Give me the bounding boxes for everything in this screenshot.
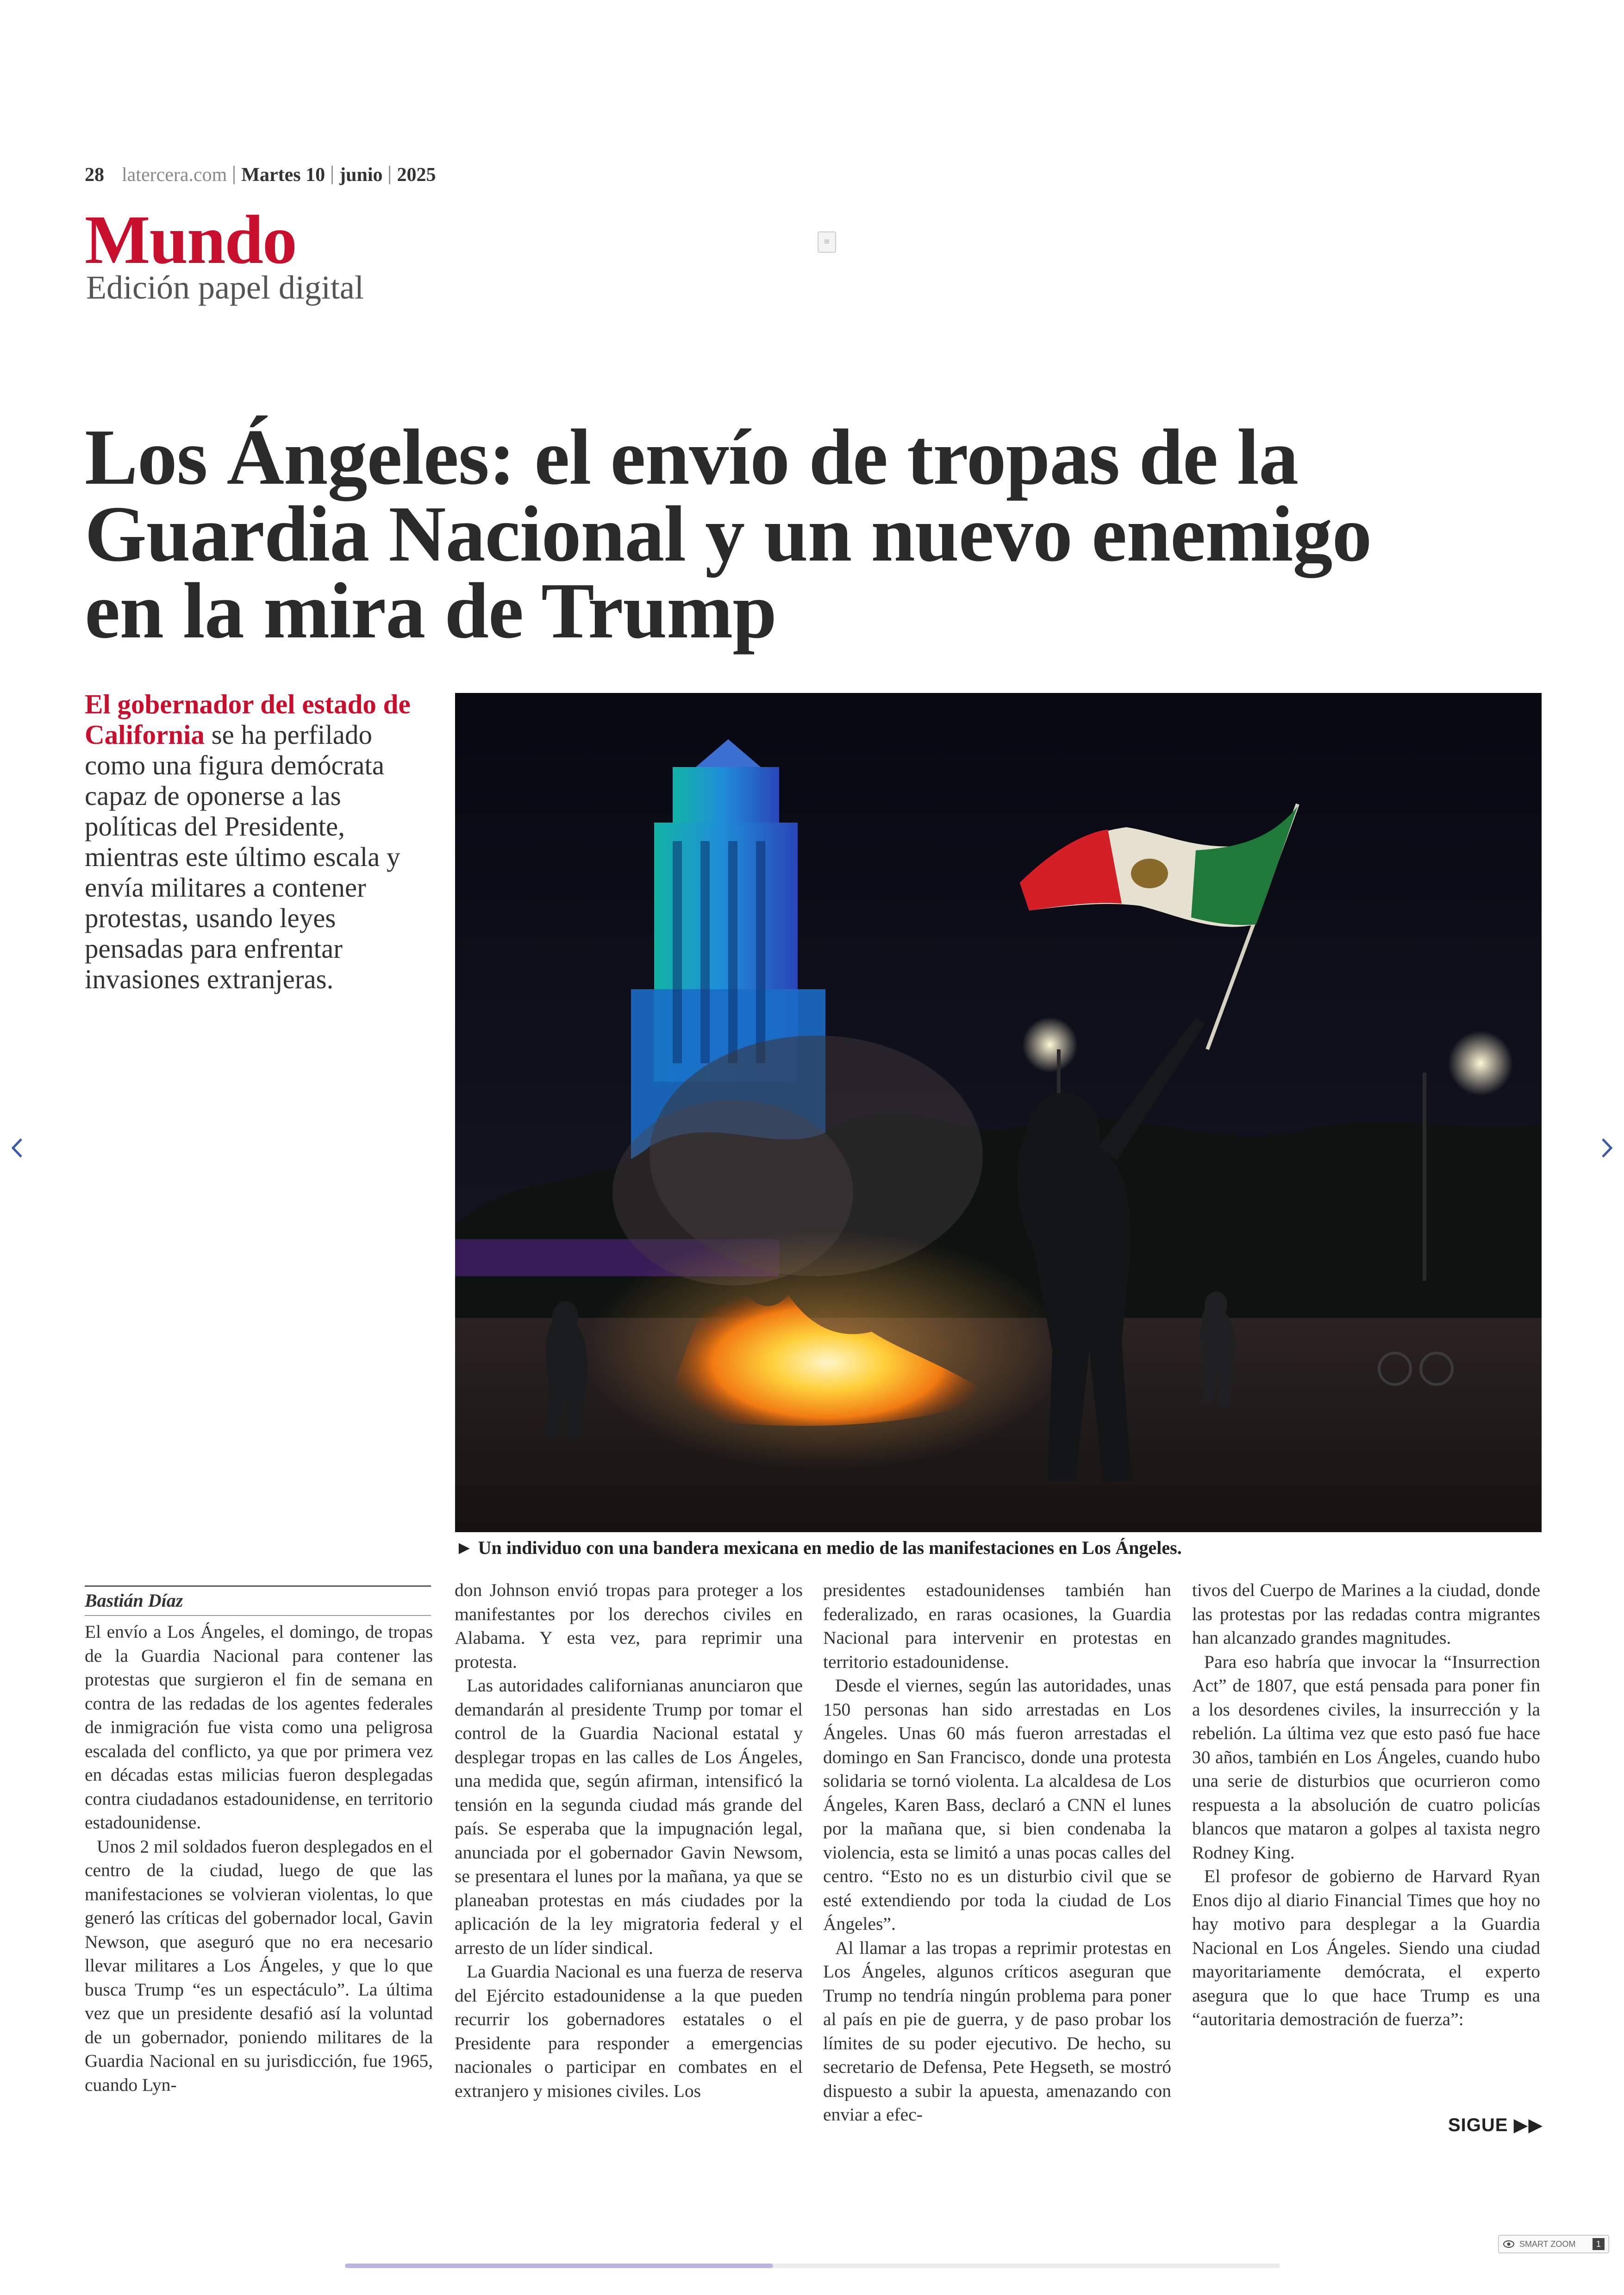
page-scrollbar-thumb[interactable] xyxy=(345,2264,773,2268)
folio-day: Martes 10 xyxy=(241,164,325,186)
photo-illustration xyxy=(455,693,1542,1532)
body-column-1 xyxy=(85,1620,433,2097)
edition-label: Edición papel digital xyxy=(86,269,364,306)
body-column-3 xyxy=(823,1578,1171,2127)
lead-highlight: El gobernador del estado de California xyxy=(85,689,411,750)
chevron-right-icon xyxy=(1600,1136,1614,1160)
byline xyxy=(85,1585,431,1611)
folio-month: junio xyxy=(339,164,383,186)
folio-separator xyxy=(331,166,333,184)
body-paragraph: Unos 2 mil soldados fueron desplegados en el centro de la ciudad, luego de que las manifestaciones se volvieran violentas, lo que generó las críticas del gobernador local, Gavin Newson, que aseguró que no era necesario llevar militares a Los Ángeles, y que lo que busca Trump “es un espectáculo”. La última vez que un presidente desafió así la voluntad de un gobernador, poniendo militares de la Guardia Nacional en su jurisdicción, fue 1965, cuando Lyn- xyxy=(85,1836,433,2095)
chevron-left-icon xyxy=(10,1136,24,1160)
note-marker-icon[interactable]: ≡ xyxy=(818,231,836,253)
lead-text: se ha perfilado como una figura demócrata capaz de oponerse a las políticas del Presidente, mientras este último escala y envía militares a contener protestas, usando leyes pensadas para enfrentar invasiones extranjeras. xyxy=(85,719,400,994)
body-paragraph: El envío a Los Ángeles, el domingo, de tropas de la Guardia Nacional para contener las protestas que surgieron el fin de semana en contra de las redadas de los agentes federales de inmigración fue vista como una peligrosa escalada del conflicto, ya que por primera vez en décadas estas milicias fueron desplegadas contra ciudadanos estadounidense, en territorio estadounidense. xyxy=(85,1621,433,1833)
body-column-2 xyxy=(455,1578,803,2103)
folio-separator xyxy=(389,166,390,184)
site-name[interactable]: latercera.com xyxy=(122,164,227,186)
photo-caption: ► Un individuo con una bandera mexicana en medio de las manifestaciones en Los Ángeles. xyxy=(455,1537,1182,1558)
smart-zoom-label: SMART ZOOM xyxy=(1519,2239,1576,2249)
folio-separator xyxy=(233,166,235,184)
body-paragraph: Al llamar a las tropas a reprimir protestas en Los Ángeles, algunos críticos aseguran que Trump no tendría ningún problema para poner al país en pie de guerra, y de paso probar los límites de su poder ejecutivo. De hecho, su secretario de Defensa, Pete Hegseth, se mostró dispuesto a subir la apuesta, amenazando con enviar a efec- xyxy=(823,1937,1171,2125)
folio-year: 2025 xyxy=(397,164,436,186)
headline: Los Ángeles: el envío de tropas de la Guardia Nacional y un nuevo enemigo en la mira de Trump xyxy=(85,413,1372,655)
zoom-page-number: 1 xyxy=(1593,2238,1605,2250)
body-paragraph: Las autoridades californianas anunciaron que demandarán al presidente Trump por tomar el control de la Guardia Nacional estatal y desplegar tropas en las calles de Los Ángeles, una medida que, según afirman, intensificó la tensión en la segunda ciudad más grande del país. Se esperaba que la impugnación legal, anunciada por el gobernador Gavin Newsom, se presentara el lunes por la mañana, ya que se planeaban protestas en más ciudades por la aplicación de la ley migratoria federal y el arresto de un líder sindical. xyxy=(455,1675,803,1958)
body-column-4 xyxy=(1192,1578,1540,2032)
body-paragraph: presidentes estadounidenses también han federalizado, en raras ocasiones, la Guardia Nacional para intervenir en protestas en territorio estadounidense. xyxy=(823,1580,1171,1672)
byline-divider xyxy=(85,1615,431,1616)
body-paragraph: Para eso habría que invocar la “Insurrection Act” de 1807, que está pensada para poner fin a los desordenes civiles, la insurrección y la rebelión. La última vez que esto pasó fue hace 30 años, también en Los Ángeles, cuando hubo una serie de disturbios que ocurrieron como respuesta a la absolución de cuatro policías blancos que mataron a golpes al taxista negro Rodney King. xyxy=(1192,1651,1540,1863)
smart-zoom-widget[interactable] xyxy=(1498,2235,1609,2253)
body-paragraph: El profesor de gobierno de Harvard Ryan Enos dijo al diario Financial Times que hoy no hay motivo para desplegar a la Guardia Nacional en Los Ángeles. Siendo una ciudad mayoritariamente demócrata, el experto asegura que lo que hace Trump es una “autoritaria demostración de fuerza”: xyxy=(1192,1866,1540,2029)
body-paragraph: don Johnson envió tropas para proteger a los manifestantes por los derechos civiles en Alabama. Y esta vez, para reprimir una protesta. xyxy=(455,1580,803,1672)
byline-author: Bastián Díaz xyxy=(85,1590,183,1611)
folio-line xyxy=(85,161,436,189)
body-paragraph: Desde el viernes, según las autoridades, unas 150 personas han sido arrestadas en Los Ángeles. Unas 60 más fueron arrestadas el domingo en San Francisco, donde una protesta solidaria se tornó violenta. La alcaldesa de Los Ángeles, Karen Bass, declaró a CNN el lunes por la mañana que, si bien condenaba la violencia, esta se limitó a unas pocas calles del centro. “Esto no es un disturbio civil que se esté extendiendo por toda la ciudad de Los Ángeles”. xyxy=(823,1675,1171,1934)
page-number: 28 xyxy=(85,164,104,186)
article-photo xyxy=(455,693,1542,1532)
continue-label[interactable]: SIGUE ▶▶ xyxy=(1448,2115,1543,2135)
eye-icon xyxy=(1503,2240,1515,2248)
lead-paragraph xyxy=(85,689,437,994)
section-title: Mundo xyxy=(85,201,296,278)
body-paragraph: La Guardia Nacional es una fuerza de reserva del Ejército estadounidense a la que pueden recurrir los gobernadores estatales o el Presidente para responder a emergencias nacionales o participar en combates en el extranjero y misiones civiles. Los xyxy=(455,1961,803,2101)
body-paragraph: tivos del Cuerpo de Marines a la ciudad, donde las protestas por las redadas contra migrantes han alcanzado grandes magnitudes. xyxy=(1192,1580,1540,1648)
prev-page-button[interactable] xyxy=(5,1129,30,1166)
next-page-button[interactable] xyxy=(1594,1129,1619,1166)
